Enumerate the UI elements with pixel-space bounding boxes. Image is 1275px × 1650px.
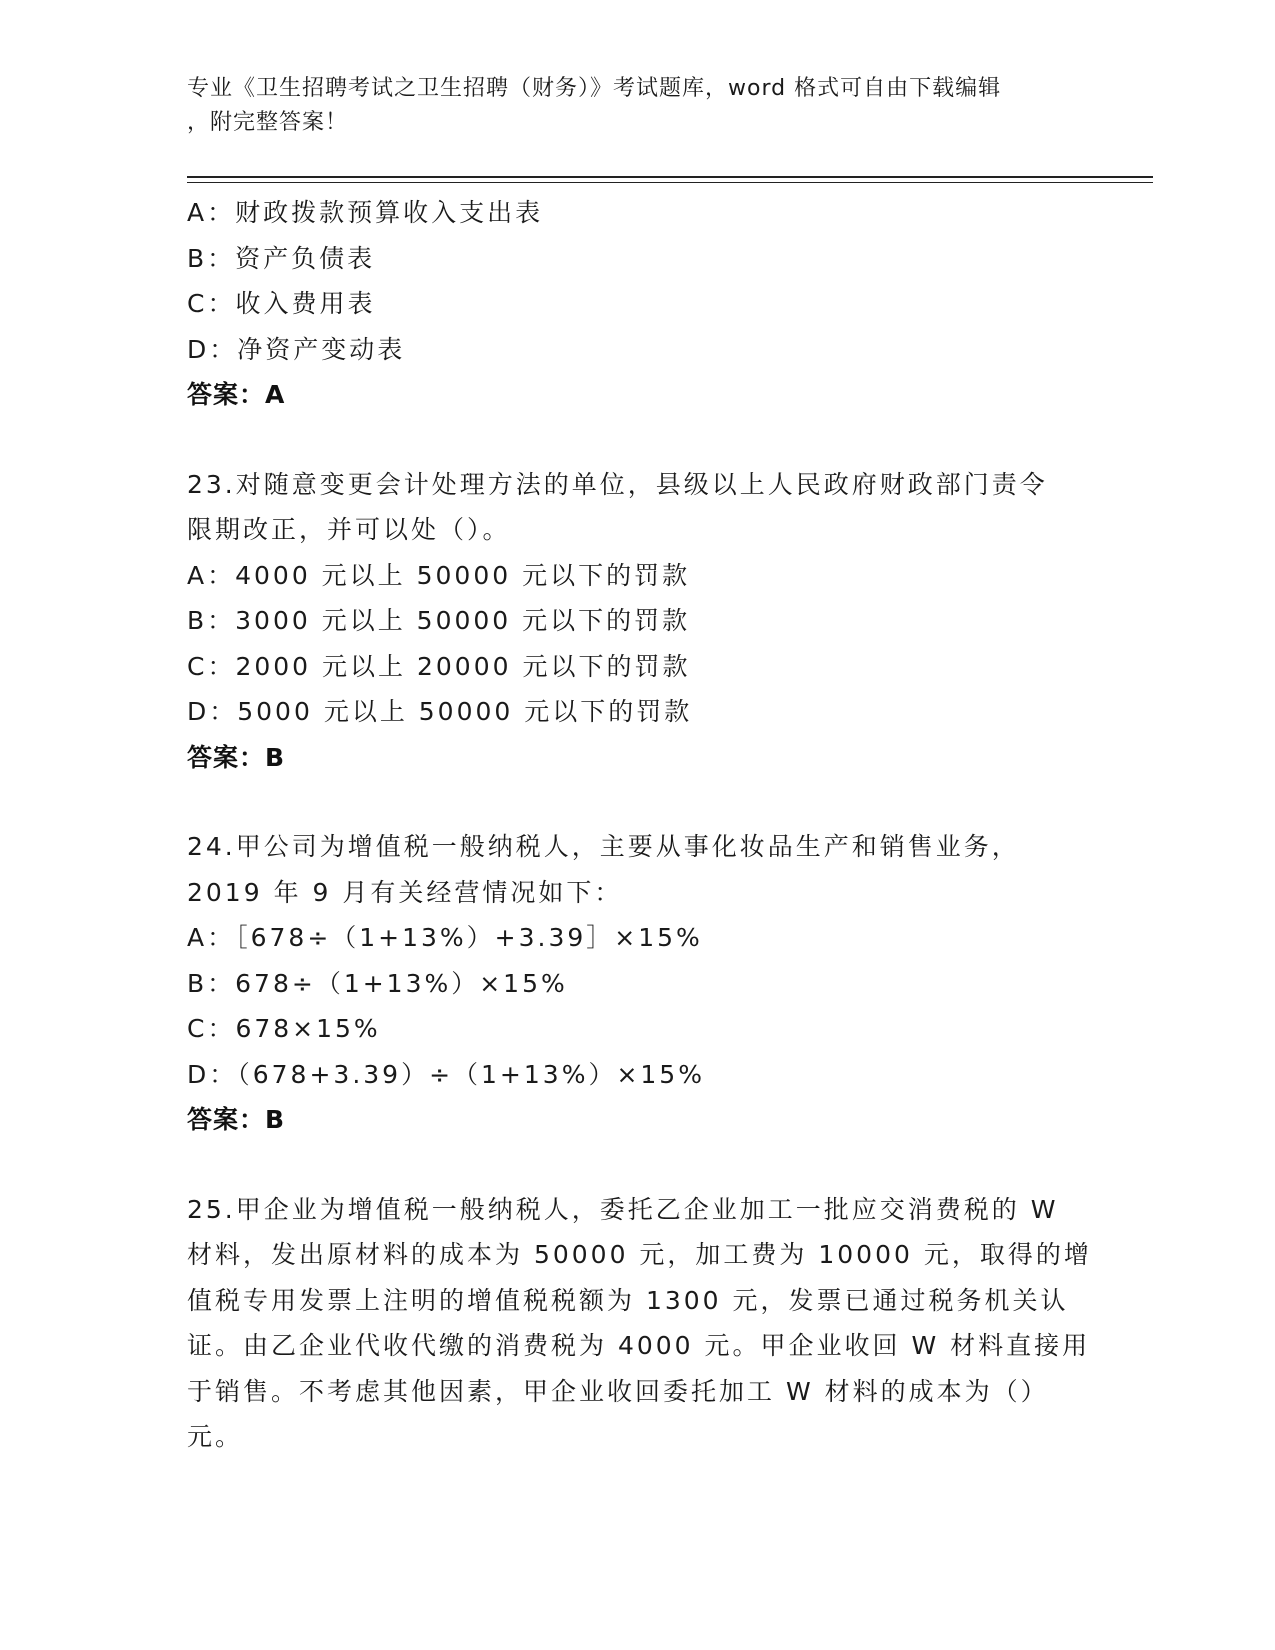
- option-b: B：3000 元以上 50000 元以下的罚款: [187, 606, 691, 635]
- header-title-continuation: ，附完整答案！: [187, 110, 349, 135]
- option-a: A：4000 元以上 50000 元以下的罚款: [187, 560, 691, 590]
- option-c: C：收入费用表: [187, 289, 376, 318]
- question-stem-line: 值税专用发票上注明的增值税税额为 1300 元，发票已通过税务机关认: [187, 1285, 1069, 1315]
- question-stem-line: 材料，发出原材料的成本为 50000 元，加工费为 10000 元，取得的增: [187, 1240, 1092, 1269]
- question-stem-line: 25.甲企业为增值税一般纳税人，委托乙企业加工一批应交消费税的 W: [187, 1194, 1059, 1224]
- question-stem-line: 23.对随意变更会计处理方法的单位，县级以上人民政府财政部门责令: [187, 469, 1048, 499]
- question-stem-line: 元。: [187, 1422, 244, 1451]
- question-spacer: [187, 780, 1087, 824]
- question-23: [187, 462, 1087, 781]
- answer-line: 答案：B: [187, 1105, 286, 1134]
- header-divider-thin: [187, 182, 1153, 183]
- question-spacer: [187, 1143, 1087, 1187]
- question-25: [187, 1187, 1092, 1460]
- option-d: D：净资产变动表: [187, 334, 406, 364]
- answer-line: 答案：A: [187, 380, 286, 409]
- question-list: [187, 190, 1092, 1460]
- header-divider-thick: [187, 176, 1153, 178]
- question-24: [187, 824, 1087, 1143]
- question-stem-line: 限期改正，并可以处（）。: [187, 515, 511, 544]
- option-a: A：［678÷（1+13%）+3.39］×15%: [187, 923, 703, 952]
- question-22: [187, 190, 1087, 418]
- option-b: B：678÷（1+13%）×15%: [187, 968, 568, 998]
- option-d: D：（678+3.39）÷（1+13%）×15%: [187, 1059, 705, 1089]
- question-spacer: [187, 418, 1087, 462]
- question-stem-line: 于销售。不考虑其他因素，甲企业收回委托加工 W 材料的成本为（）: [187, 1376, 1049, 1406]
- option-a: A：财政拨款预算收入支出表: [187, 198, 544, 227]
- option-c: C：678×15%: [187, 1014, 381, 1043]
- option-c: C：2000 元以上 20000 元以下的罚款: [187, 651, 691, 681]
- header-title-line: 专业《卫生招聘考试之卫生招聘（财务）》考试题库，word 格式可自由下载编辑: [187, 76, 1002, 101]
- answer-line: 答案：B: [187, 742, 286, 772]
- question-stem-line: 证。由乙企业代收代缴的消费税为 4000 元。甲企业收回 W 材料直接用: [187, 1331, 1091, 1360]
- option-d: D：5000 元以上 50000 元以下的罚款: [187, 697, 693, 726]
- document-header: [187, 72, 1067, 140]
- question-stem-line: 24.甲公司为增值税一般纳税人，主要从事化妆品生产和销售业务，: [187, 832, 1020, 861]
- option-b: B：资产负债表: [187, 243, 376, 273]
- question-stem-line: 2019 年 9 月有关经营情况如下：: [187, 877, 623, 907]
